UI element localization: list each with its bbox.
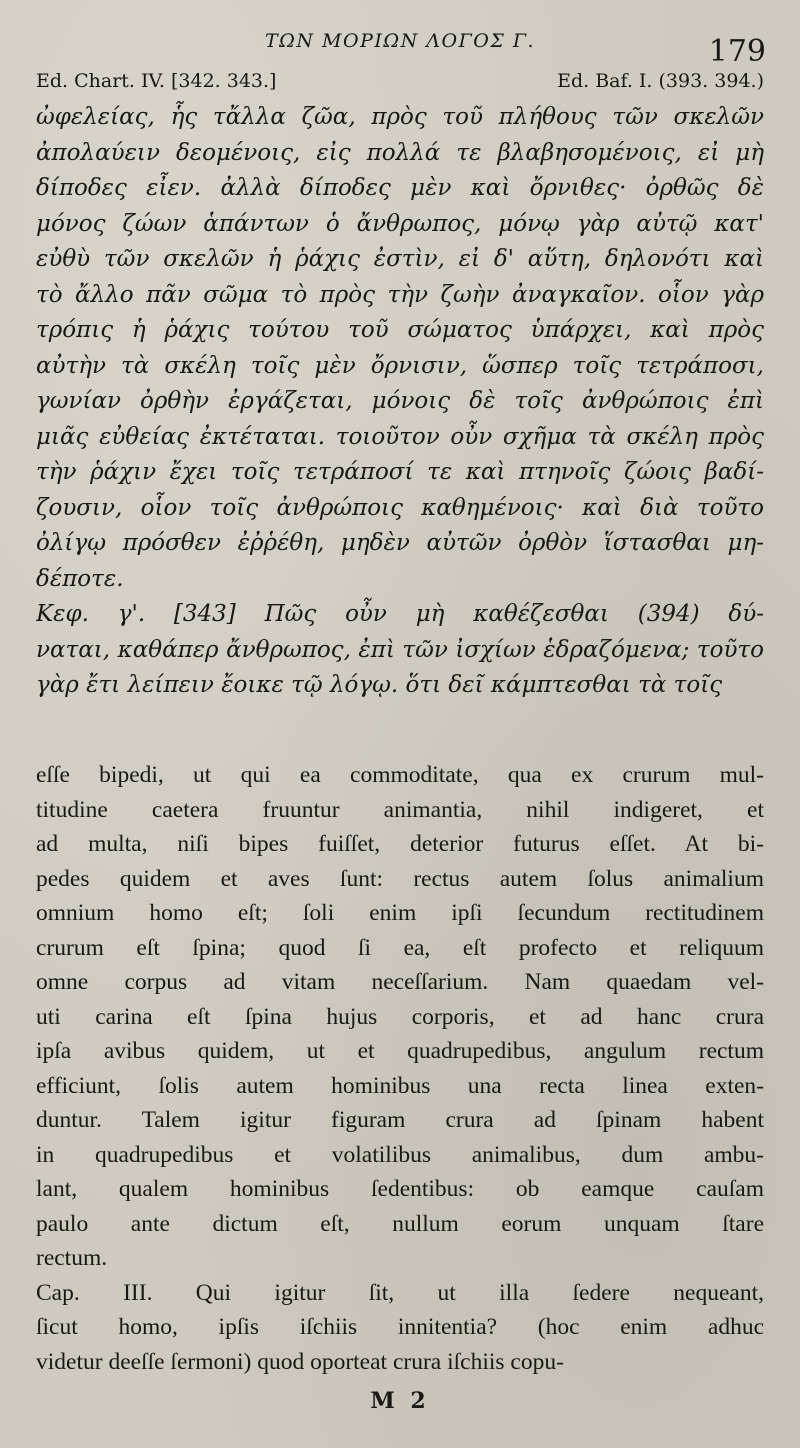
running-head: ΤΩΝ ΜΟΡΙΩΝ ΛΟΓΟΣ Γ.	[264, 30, 536, 52]
greek-line: ὠφελείας, ἧς τἄλλα ζῶα, πρὸς τοῦ πλήθους τῶν σκελῶν	[36, 104, 764, 130]
latin-line: ad multa, niſi bipes fuiſſet, deterior futurus eſſet. At bi-	[36, 831, 764, 857]
greek-line: εὐθὺ τῶν σκελῶν ἡ ῥάχις ἐστὶν, εἰ δ' αὕτη, δηλονότι καὶ	[36, 246, 764, 272]
latin-line: titudine caetera fruuntur animantia, nihil indigeret, et	[36, 796, 764, 823]
greek-text-block	[36, 100, 764, 704]
edition-ref-left: Ed. Chart. IV. [342. 343.]	[36, 70, 277, 92]
greek-line: ναται, καθάπερ ἄνθρωπος, ἐπὶ τῶν ἰσχίων ἑδραζόμενα; τοῦτο	[36, 636, 764, 663]
greek-line: ζουσιν, οἷον τοῖς ἀνθρώποις καθημένοις· καὶ διὰ τοῦτο	[36, 494, 764, 521]
page-number: 179	[708, 34, 766, 69]
latin-line: crurum eſt ſpina; quod ſi ea, eſt profecto et reliquum	[36, 934, 764, 961]
edition-ref-right: Ed. Baf. I. (393. 394.)	[557, 70, 764, 92]
greek-line: γωνίαν ὀρθὴν ἐργάζεται, μόνοις δὲ τοῖς ἀνθρώποις ἐπὶ	[36, 388, 764, 414]
latin-line: efficiunt, ſolis autem hominibus una recta linea exten-	[36, 1072, 764, 1099]
greek-line: γὰρ ἔτι λείπειν ἔοικε τῷ λόγῳ. ὅτι δεῖ κάμπτεσθαι τὰ τοῖς	[36, 672, 723, 698]
edition-reference-line	[36, 70, 764, 92]
latin-line: uti carina eſt ſpina hujus corporis, et ad hanc crura	[36, 1003, 764, 1030]
greek-line: ἀπολαύειν δεομένοις, εἰς πολλά τε βλαβησομένοις, εἰ μὴ	[36, 139, 764, 166]
latin-line: in quadrupedibus et volatilibus animalibus, dum ambu-	[36, 1141, 764, 1168]
greek-line: δέποτε.	[36, 565, 124, 592]
latin-line: omne corpus ad vitam neceſſarium. Nam quaedam vel-	[36, 969, 764, 995]
latin-line: videtur deeſſe ſermoni) quod oporteat crura iſchiis copu-	[36, 1348, 564, 1375]
latin-line: duntur. Talem igitur figuram crura ad ſpinam habent	[36, 1107, 764, 1133]
latin-line: ſicut homo, ipſis iſchiis innitentia? (hoc enim adhuc	[36, 1314, 764, 1340]
latin-line: lant, qualem hominibus ſedentibus: ob eamque cauſam	[36, 1176, 764, 1202]
latin-line: omnium homo eſt; ſoli enim ipſi ſecundum rectitudinem	[36, 900, 764, 926]
printer-signature-mark: M 2	[370, 1388, 430, 1414]
latin-text-block	[36, 758, 764, 1379]
latin-line: ipſa avibus quidem, ut et quadrupedibus, angulum rectum	[36, 1038, 764, 1064]
greek-line: τὴν ῥάχιν ἔχει τοῖς τετράποσί τε καὶ πτηνοῖς ζώοις βαδί-	[36, 459, 764, 485]
greek-line: δίποδες εἶεν. ἀλλὰ δίποδες μὲν καὶ ὄρνιθες· ὀρθῶς δὲ	[36, 175, 764, 201]
latin-line: pedes quidem et aves ſunt: rectus autem ſolus animalium	[36, 865, 764, 892]
greek-line: Κεφ. γ'. [343] Πῶς οὖν μὴ καθέζεσθαι (394) δύ-	[36, 601, 764, 627]
greek-line: αὐτὴν τὰ σκέλη τοῖς μὲν ὄρνισιν, ὥσπερ τοῖς τετράποσι,	[36, 352, 764, 379]
latin-line: Cap. III. Qui igitur ſit, ut illa ſedere nequeant,	[36, 1279, 764, 1306]
latin-line: rectum.	[36, 1245, 108, 1271]
greek-line: μιᾶς εὐθείας ἐκτέταται. τοιοῦτον οὖν σχῆμα τὰ σκέλη πρὸς	[36, 423, 764, 450]
greek-line: ὀλίγῳ πρόσθεν ἐῤῥέθη, μηδὲν αὐτῶν ὀρθὸν ἵστασθαι μη-	[36, 530, 764, 556]
latin-line: paulo ante dictum eſt, nullum eorum unquam ſtare	[36, 1210, 764, 1237]
latin-line: eſſe bipedi, ut qui ea commoditate, qua ex crurum mul-	[36, 762, 764, 788]
greek-line: τρόπις ἡ ῥάχις τούτου τοῦ σώματος ὑπάρχει, καὶ πρὸς	[36, 317, 764, 343]
greek-line: μόνος ζώων ἁπάντων ὁ ἄνθρωπος, μόνῳ γὰρ αὐτῷ κατ'	[36, 210, 764, 237]
greek-line: τὸ ἄλλο πᾶν σῶμα τὸ πρὸς τὴν ζωὴν ἀναγκαῖον. οἷον γὰρ	[36, 281, 764, 308]
